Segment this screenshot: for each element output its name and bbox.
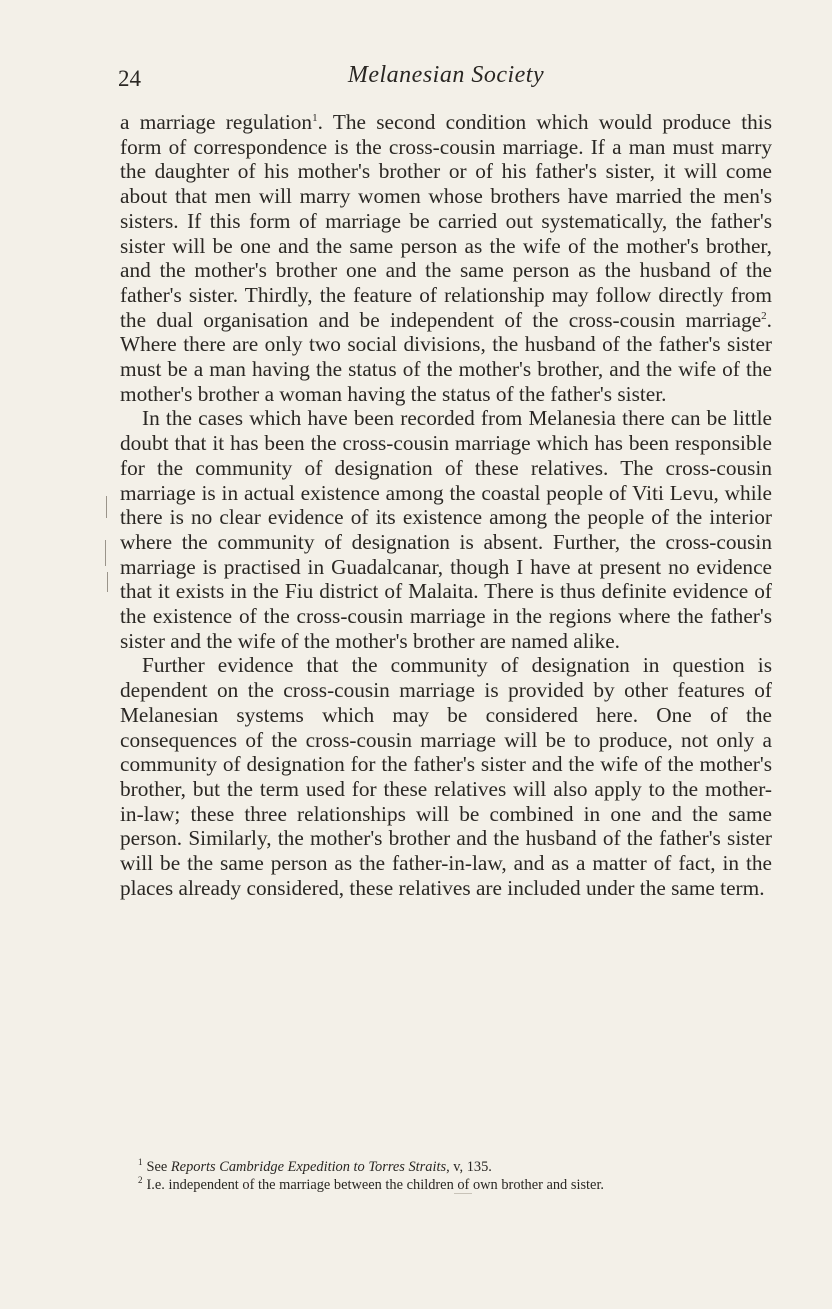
footnote-ref-1: 1 <box>312 111 318 124</box>
footnote-1 <box>138 1158 778 1176</box>
page-blemish <box>454 1193 472 1194</box>
paragraph-3: Further evidence that the community of designation in question is dependent on the cross-cousin marriage is provided by other features of Melanesian systems which may be considered here. One of the consequences of the cross-cousin marriage will be to produce, not only a community of designation for the father's sister and the wife of the mother's brother, but the term used for these relatives will also apply to the mother-in-law; these three relationships will be combined in one and the same person. Similarly, the mother's brother and the husband of the father's sister will be the same person as the father-in-law, and as a matter of fact, in the places already considered, these relatives are included under the same term. <box>120 653 772 900</box>
margin-pencil-mark-middle <box>105 540 106 566</box>
footnote-1-suffix: , v, 135. <box>446 1159 492 1175</box>
footnote-1-mark: 1 <box>138 1157 143 1168</box>
page-header <box>118 62 774 98</box>
margin-pencil-mark-top <box>106 496 107 518</box>
footnote-2-text: I.e. independent of the marriage between the children of own brother and sister. <box>146 1177 605 1193</box>
running-title: Melanesian Society <box>347 62 545 88</box>
paragraph-1-part-c: . Where there are only two social divisions, the husband of the father's sister must be a man having the status of the mother's brother, and the wife of the mother's brother a woman having the status of the father's sister. <box>120 307 772 406</box>
paragraph-1-part-a: a marriage regulation <box>120 110 313 134</box>
paragraph-2: In the cases which have been recorded from Melanesia there can be little doubt that it has been the cross-cousin marriage which has been responsible for the community of designation of these relatives. The cross-cousin marriage is in actual existence among the coastal people of Viti Levu, while there is no clear evidence of its existence among the people of the interior where the community of designation is absent. Further, the cross-cousin marriage is practised in Guadalcanar, though I have at present no evidence that it exists in the Fiu district of Malaita. There is thus definite evidence of the existence of the cross-cousin marriage in the regions where the father's sister and the wife of the mother's brother are named alike. <box>120 406 772 653</box>
footnote-1-prefix: See <box>146 1159 171 1175</box>
footnote-2 <box>138 1176 778 1194</box>
paragraph-1-part-b: . The second condition which would produce this form of correspondence is the cross-cousin marriage. If a man must marry the daughter of his mother's brother or of his father's sister, it will come about that men will marry women whose brothers have married the men's sisters. If this form of marriage be carried out systematically, the father's sister will be one and the same person as the wife of the mother's brother, and the mother's brother one and the same person as the husband of the father's sister. Thirdly, the feature of relationship may follow directly from the dual organisation and be independent of the cross-cousin marriage <box>120 110 772 332</box>
paragraph-1 <box>120 110 772 406</box>
body-text <box>120 110 772 901</box>
footnote-2-mark: 2 <box>138 1175 143 1186</box>
footnote-ref-2: 2 <box>761 309 767 322</box>
page-number: 24 <box>118 66 141 91</box>
footnote-1-title: Reports Cambridge Expedition to Torres Straits <box>170 1159 447 1175</box>
footnotes <box>138 1158 778 1194</box>
margin-pencil-mark-bottom <box>107 572 108 592</box>
